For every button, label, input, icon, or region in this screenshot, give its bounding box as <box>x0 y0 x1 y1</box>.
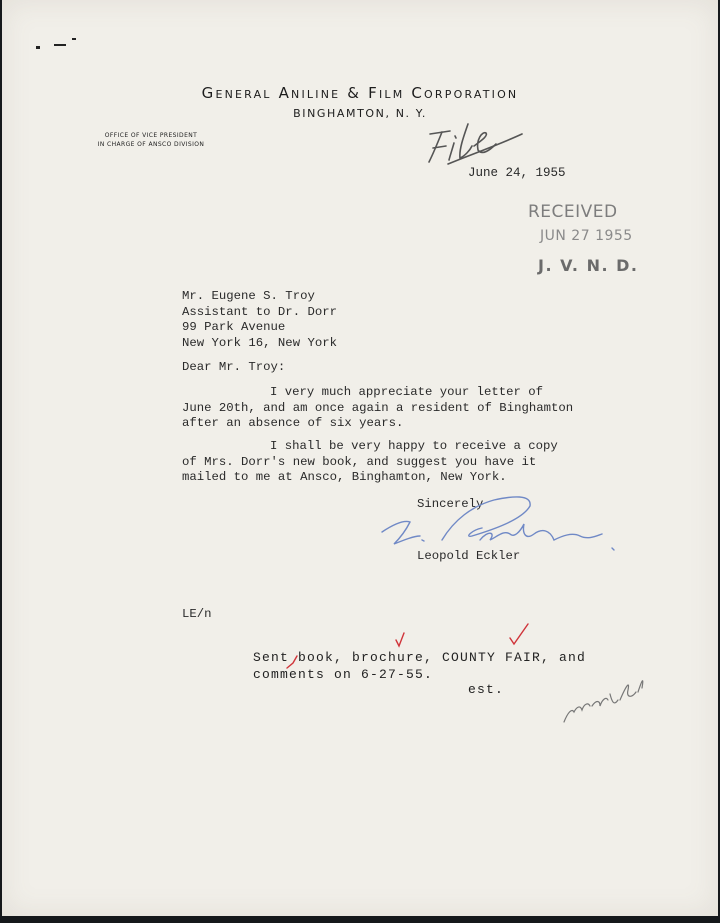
letter-date: June 24, 1955 <box>468 166 566 180</box>
received-stamp-initials: J. V. N. D. <box>538 256 639 275</box>
handwritten-file-annotation <box>429 124 522 164</box>
address-line: Assistant to Dr. Dorr <box>182 304 337 319</box>
punch-marks <box>36 38 76 49</box>
paragraph-line: after an absence of six years. <box>182 416 404 430</box>
received-stamp-date: JUN 27 1955 <box>540 228 633 244</box>
address-line: 99 Park Avenue <box>182 320 286 334</box>
letter-page <box>2 0 718 916</box>
paragraph-line: June 20th, and am once again a resident of Binghamton <box>182 400 574 415</box>
red-check-marks <box>287 624 528 668</box>
paragraph-line: mailed to me at Ansco, Binghamton, New York. <box>182 470 507 484</box>
office-line-2: IN CHARGE OF ANSCO DIVISION <box>97 141 205 148</box>
signature-name: Leopold Eckler <box>417 549 521 563</box>
note-initials: est. <box>468 682 505 697</box>
address-line: Mr. Eugene S. Troy <box>182 289 315 303</box>
handwritten-mailed-annotation <box>564 681 643 722</box>
letterhead-city: BINGHAMTON, N. Y. <box>293 107 427 120</box>
handwriting-layer <box>2 0 718 916</box>
received-stamp: RECEIVED <box>528 202 618 222</box>
closing: Sincerely <box>417 497 484 511</box>
note-line: Sent book, brochure, COUNTY FAIR, and <box>253 650 587 665</box>
address-line: New York 16, New York <box>182 335 337 350</box>
office-line-1: OFFICE OF VICE PRESIDENT <box>104 132 198 139</box>
signature-scrawl <box>382 497 614 550</box>
reference-initials: LE/n <box>182 607 212 621</box>
note-line: comments on 6-27-55. <box>253 667 434 682</box>
letterhead-company: General Aniline & Film Corporation <box>201 84 519 102</box>
paragraph-line: I shall be very happy to receive a copy <box>270 439 558 453</box>
paragraph-line: of Mrs. Dorr's new book, and suggest you have it <box>182 454 537 469</box>
paragraph-line: I very much appreciate your letter of <box>270 385 544 399</box>
salutation: Dear Mr. Troy: <box>182 360 286 374</box>
